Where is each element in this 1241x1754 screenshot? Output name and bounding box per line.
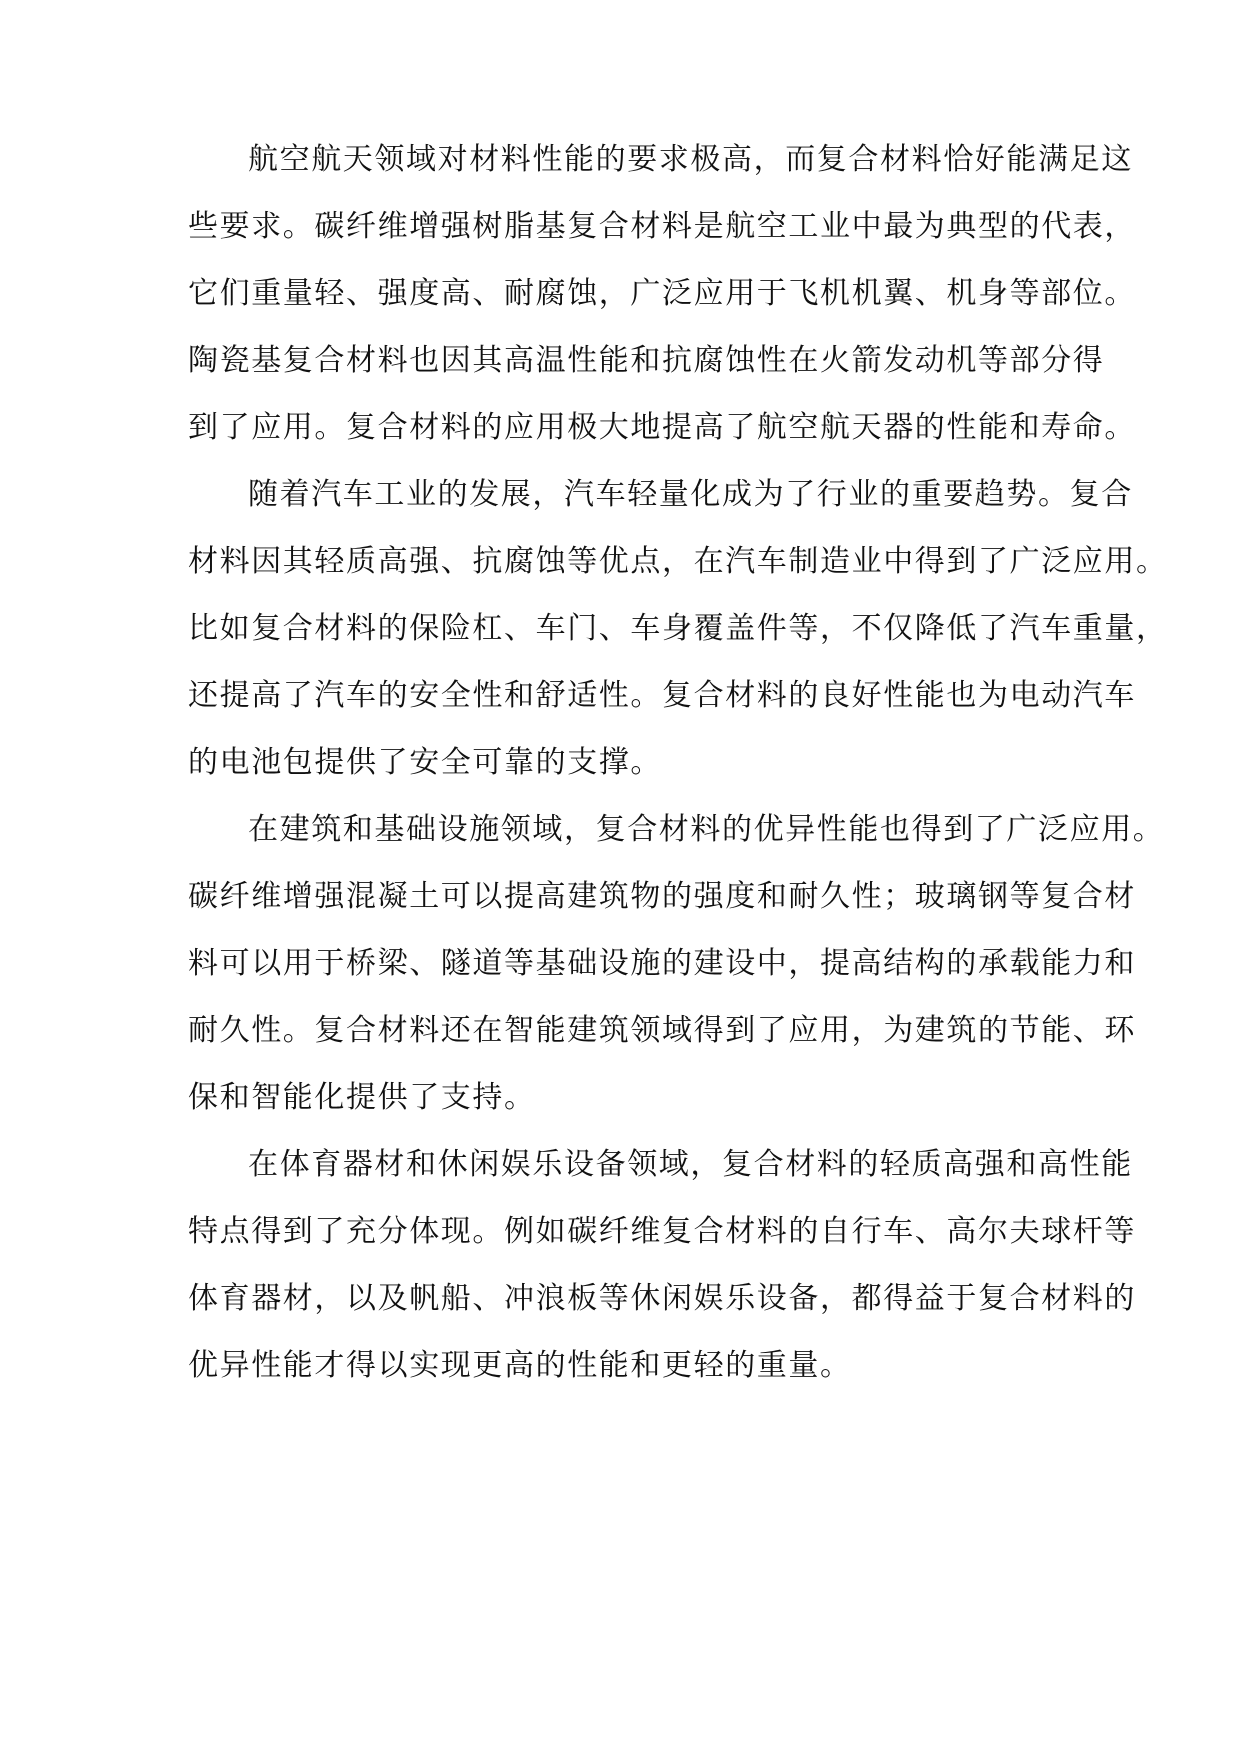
paragraph-4-line-2: 特点得到了充分体现。例如碳纤维复合材料的自行车、高尔夫球杆等 [188,1214,1136,1249]
paragraph-3-line-2: 碳纤维增强混凝土可以提高建筑物的强度和耐久性；玻璃钢等复合材 [188,879,1136,914]
paragraph-2-line-3: 比如复合材料的保险杠、车门、车身覆盖件等，不仅降低了汽车重量， [188,611,1168,646]
paragraph-2-line-5: 的电池包提供了安全可靠的支撑。 [188,745,662,780]
paragraph-3-line-1: 在建筑和基础设施领域，复合材料的优异性能也得到了广泛应用。 [248,812,1165,847]
paragraph-1-line-3: 它们重量轻、强度高、耐腐蚀，广泛应用于飞机机翼、机身等部位。 [188,276,1136,311]
paragraph-2-line-1: 随着汽车工业的发展，汽车轻量化成为了行业的重要趋势。复合 [248,477,1133,512]
paragraph-1-line-5: 到了应用。复合材料的应用极大地提高了航空航天器的性能和寿命。 [188,410,1136,445]
paragraph-3-line-5: 保和智能化提供了支持。 [188,1080,536,1115]
paragraph-2-line-2: 材料因其轻质高强、抗腐蚀等优点，在汽车制造业中得到了广泛应用。 [188,544,1168,579]
paragraph-4-line-1: 在体育器材和休闲娱乐设备领域，复合材料的轻质高强和高性能 [248,1147,1133,1182]
paragraph-4-line-4: 优异性能才得以实现更高的性能和更轻的重量。 [188,1348,852,1383]
paragraph-2-line-4: 还提高了汽车的安全性和舒适性。复合材料的良好性能也为电动汽车 [188,678,1136,713]
paragraph-3-line-3: 料可以用于桥梁、隧道等基础设施的建设中，提高结构的承载能力和 [188,946,1136,981]
paragraph-1-line-2: 些要求。碳纤维增强树脂基复合材料是航空工业中最为典型的代表， [188,209,1136,244]
paragraph-1-line-4: 陶瓷基复合材料也因其高温性能和抗腐蚀性在火箭发动机等部分得 [188,343,1105,378]
paragraph-4-line-3: 体育器材，以及帆船、冲浪板等休闲娱乐设备，都得益于复合材料的 [188,1281,1136,1316]
paragraph-3-line-4: 耐久性。复合材料还在智能建筑领域得到了应用，为建筑的节能、环 [188,1013,1136,1048]
paragraph-1-line-1: 航空航天领域对材料性能的要求极高，而复合材料恰好能满足这 [248,142,1133,177]
